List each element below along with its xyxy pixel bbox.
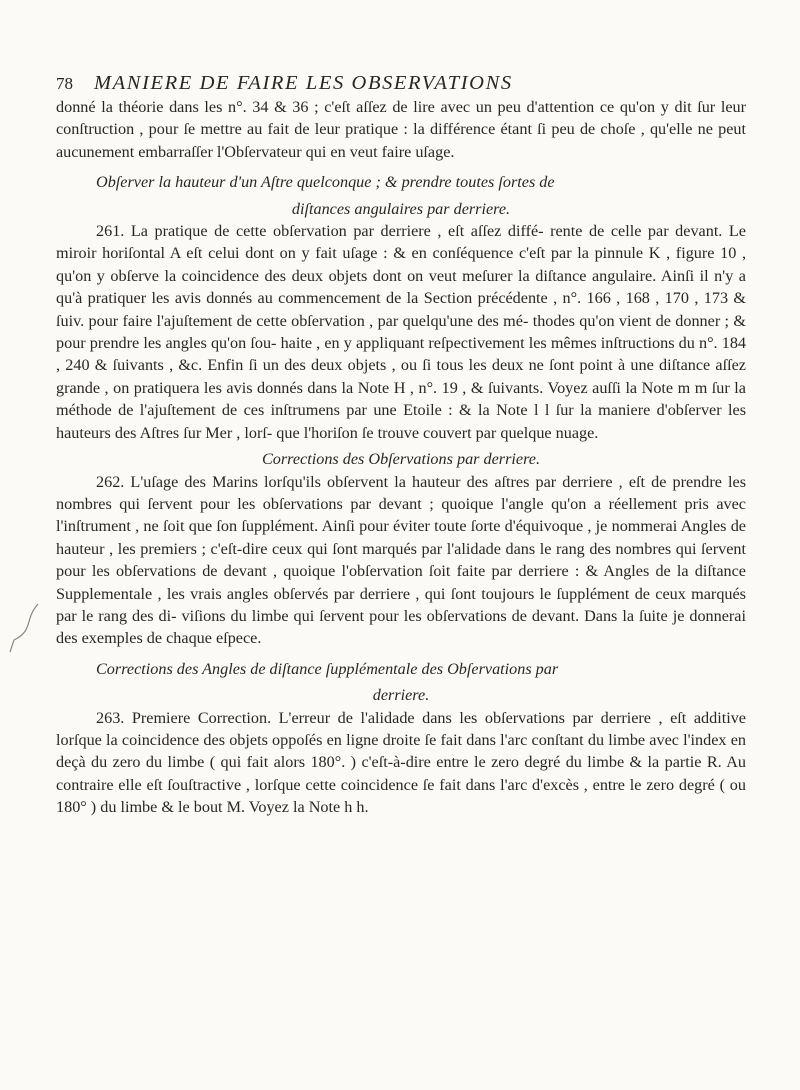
section-heading-observer-cont [56,198,746,220]
section-heading-line-1: Obſerver la hauteur d'un Aſtre quelconque ; & prendre toutes ſortes de [96,173,555,192]
paragraph-261: 261. La pratique de cette obſervation par derriere , eſt aſſez diffé- rente de celle par devant. Le miroir horiſontal A eſt celui dont on y fait uſage : & en conſéquence c'eſt par la pinnule K , figure 10 , qu'on y obſerve la coincidence des deux objets dont on veut meſurer la diſtance angulaire. Ainſi il n'y a qu'à pratiquer les avis donnés au commencement de la Section précédente , n°. 166 , 168 , 170 , 173 & ſuiv. pour faire l'ajuſtement de cette obſervation , par quelqu'une des mé- thodes qu'on vient de donner ; & pour prendre les angles qu'on ſou- haite , en y appliquant reſpectivement les mêmes inſtructions du n°. 184 , 240 & ſuivants , &c. Enfin ſi un des deux objets , ou ſi tous les deux ne ſont point à une diſtance aſſez grande , on pratiquera les avis donnés dans la Note H , n°. 19 , & ſuivants. Voyez auſſi la Note m m ſur la méthode de l'ajuſtement de ces inſtrumens par une Etoile : & la Note l l ſur la maniere d'obſerver les hauteurs des Aſtres ſur Mer , lorſ- que l'horiſon ſe trouve couvert par quelque nuage. [56,222,746,442]
section-heading-angles-cont [56,684,746,706]
section-heading-angles-line-1: Corrections des Angles de diſtance ſupplémentale des Obſervations par [96,659,559,678]
body-text [56,96,746,819]
paragraph-263: 263. Premiere Correction. L'erreur de l'alidade dans les obſervations par derriere , eſt additive lorſque la coincidence des objets oppoſés en ligne droite ſe fait dans l'arc conſtant du limbe avec l'index en deçà du zero du limbe ( qui fait alors 180°. ) c'eſt-à-dire entre le zero degré du limbe & la partie R. Au contraire elle eſt ſouſtractive , lorſque cette coincidence ſe fait dans l'arc d'excès , entre le zero degré ( ou 180° ) du limbe & le bout M. Voyez la Note h h. [56,708,746,817]
paragraph-262: 262. L'uſage des Marins lorſqu'ils obſervent la hauteur des aſtres par derriere , eſt de prendre les nombres qui ſervent pour les obſervations par devant ; quoique l'angle qu'on a réellement pris avec l'inſtrument , ne ſoit que ſon ſupplément. Ainſi pour éviter toute ſorte d'équivoque , je nommerai Angles de hauteur , les premiers ; c'eſt-dire ceux qui ſont marqués par l'alidade dans le rang des nombres qui ſervent pour les obſervations de devant , quoique l'obſervation ſoit faite par derriere : & Angles de la diſtance Supplementale , les vrais angles obſervés par derriere , qui ſont toujours le ſupplément de ceux marqués par le rang des di- viſions du limbe qui ſervent pour les obſervations de devant. Dans la ſuite je donnerai des exemples de chaque eſpece. [56,472,746,648]
section-heading-angles [56,658,746,680]
running-head [56,72,746,98]
section-heading-corrections: Corrections des Obſervations par derriere. [261,450,540,469]
page-number: 78 [56,74,73,93]
running-title: MANIERE DE FAIRE LES OBSERVATIONS [94,72,513,94]
section-heading-line-2: diſtances angulaires par derriere. [291,199,511,218]
section-heading-angles-line-2: derriere. [372,686,430,705]
section-heading-observer [56,171,746,193]
paragraph-intro: donné la théorie dans les n°. 34 & 36 ; c'eſt aſſez de lire avec un peu d'attention ce qu'on y dit ſur leur conſtruction , pour ſe mettre au fait de leur pratique : la différence étant ſi peu de choſe , qu'elle ne peut aucunement embarraſſer l'Obſervateur qui en veut faire uſage. [56,98,746,161]
margin-pencil-mark [4,600,44,660]
